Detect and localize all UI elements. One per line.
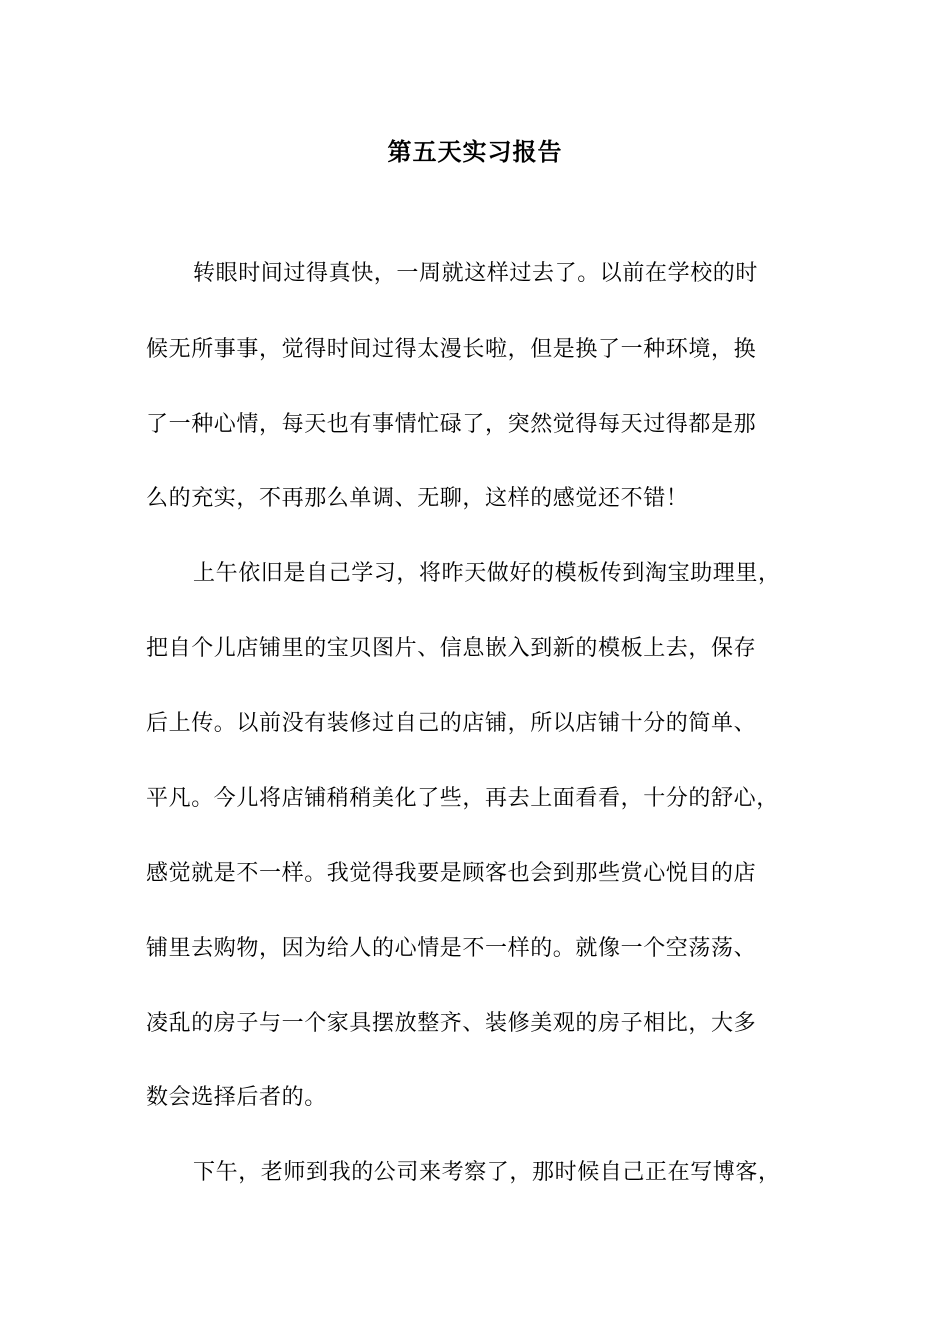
paragraph-2-line-1: 上午依旧是自己学习，将昨天做好的模板传到淘宝助理里， xyxy=(193,561,781,586)
paragraph-2-line-3: 后上传。以前没有装修过自己的店铺，所以店铺十分的简单、 xyxy=(146,711,757,736)
document-title: 第五天实习报告 xyxy=(387,137,563,166)
paragraph-2-line-8: 数会选择后者的。 xyxy=(146,1085,327,1110)
paragraph-2-line-6: 铺里去购物，因为给人的心情是不一样的。就像一个空荡荡、 xyxy=(146,936,757,961)
paragraph-1-line-2: 候无所事事，觉得时间过得太漫长啦，但是换了一种环境，换 xyxy=(146,337,757,362)
paragraph-1-line-3: 了一种心情，每天也有事情忙碌了，突然觉得每天过得都是那 xyxy=(146,412,757,437)
paragraph-2-line-5: 感觉就是不一样。我觉得我要是顾客也会到那些赏心悦目的店 xyxy=(146,861,757,886)
paragraph-2-line-7: 凌乱的房子与一个家具摆放整齐、装修美观的房子相比，大多 xyxy=(146,1011,757,1036)
paragraph-2-line-4: 平凡。今儿将店铺稍稍美化了些，再去上面看看，十分的舒心， xyxy=(146,786,779,811)
paragraph-1-line-1: 转眼时间过得真快，一周就这样过去了。以前在学校的时 xyxy=(193,261,759,286)
paragraph-3-line-1: 下午，老师到我的公司来考察了，那时候自己正在写博客， xyxy=(193,1160,781,1185)
paragraph-1-line-4: 么的充实，不再那么单调、无聊，这样的感觉还不错！ xyxy=(146,486,689,511)
paragraph-2-line-2: 把自个儿店铺里的宝贝图片、信息嵌入到新的模板上去，保存 xyxy=(146,636,757,661)
